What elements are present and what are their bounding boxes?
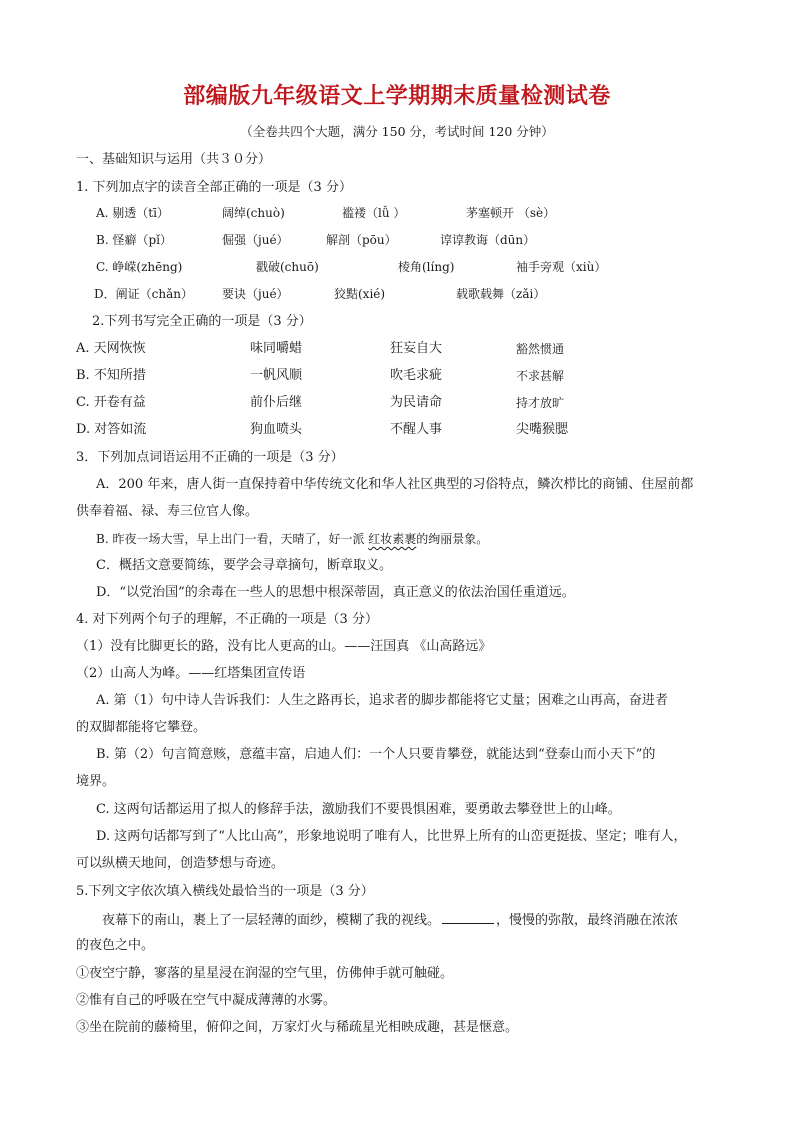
q2-option-c2: 前仆后继: [250, 395, 303, 410]
q4-stem: 4. 对下列两个句子的理解，不正确的一项是（3 分）: [76, 612, 378, 627]
q1-stem: 1. 下列加点字的读音全部正确的一项是（3 分）: [76, 180, 352, 195]
q2-option-b1: B. 不知所措: [76, 368, 146, 383]
q2-option-c1: C. 开卷有益: [76, 395, 146, 410]
q1-option-d4: 载歌载舞（zǎi）: [456, 287, 546, 301]
q1-option-c2: 戳破(chuō): [256, 260, 319, 274]
q5-passage-line2: 的夜色之中。: [76, 938, 155, 953]
q4-option-b-line2: 境界。: [76, 774, 116, 789]
q2-option-a2: 味同嚼蜡: [250, 341, 303, 356]
q1-option-c3: 棱角(líng): [398, 260, 455, 274]
q4-sentence-2: （2）山高人为峰。——红塔集团宣传语: [76, 666, 306, 681]
q1-option-d1: D．阐证（chǎn）: [94, 287, 193, 301]
q2-option-d3: 不醒人事: [390, 422, 443, 437]
q2-option-b3: 吹毛求疵: [390, 368, 443, 383]
q2-option-d4: 尖嘴猴腮: [516, 422, 569, 437]
q2-option-d2: 狗血喷头: [250, 422, 303, 437]
q2-option-b2: 一帆风顺: [250, 368, 303, 383]
q3-option-d: D．“以党治国”的余毒在一些人的思想中根深蒂固，真正意义的依法治国任重道远。: [96, 585, 575, 600]
q1-option-a3: 褴褛（lǚ ）: [342, 206, 406, 220]
q5-option-3: ③坐在院前的藤椅里，俯仰之间，万家灯火与稀疏星光相映成趣，甚是惬意。: [76, 1020, 519, 1035]
q1-option-a4: 茅塞顿开 （sè）: [466, 206, 556, 220]
q1-option-b1: B. 怪癖（pǐ）: [96, 233, 172, 247]
q4-option-c: C. 这两句话都运用了拟人的修辞手法，激励我们不要畏惧困难，要勇敢去攀登世上的山峰。: [96, 802, 621, 817]
q2-option-a1: A. 天网恢恢: [76, 341, 146, 356]
q4-option-a-line1: A. 第（1）句中诗人告诉我们：人生之路再长，追求者的脚步都能将它丈量；困难之山再高，奋进者: [96, 693, 668, 708]
q4-option-a-line2: 的双脚都能将它攀登。: [76, 720, 207, 735]
q5-answer-blank: [442, 912, 494, 924]
q3-option-c: C．概括文意要简练，要学会寻章摘句，断章取义。: [96, 558, 392, 573]
section-heading: 一、基础知识与运用（共３０分）: [76, 152, 272, 167]
q4-option-d-line1: D. 这两句话都写到了“人比山高”，形象地说明了唯有人，比世界上所有的山峦更挺拔、坚定；唯有人，: [96, 829, 687, 844]
q1-option-b4: 谆谆教诲（dūn）: [440, 233, 536, 247]
q5-option-2: ②惟有自己的呼吸在空气中凝成薄薄的水雾。: [76, 993, 337, 1008]
q1-option-b3: 解剖（pōu）: [326, 233, 397, 247]
q1-option-c1: C. 峥嵘(zhēng): [96, 260, 183, 274]
q5-stem: 5.下列文字依次填入横线处最恰当的一项是（3 分）: [76, 884, 374, 899]
q2-option-b4: 不求甚解: [516, 369, 565, 383]
q2-stem: 2.下列书写完全正确的一项是（3 分）: [92, 314, 312, 329]
q3-option-a-line1: A．200 年来，唐人街一直保持着中华传统文化和华人社区典型的习俗特点，鳞次栉比的商铺、住屋前都: [96, 477, 694, 492]
q4-option-d-line2: 可以纵横天地间，创造梦想与奇迹。: [76, 856, 285, 871]
q1-option-d2: 要诀（jué）: [222, 287, 289, 301]
q1-option-a1: A. 剔透（tī）: [96, 206, 169, 220]
page-subtitle: （全卷共四个大题，满分 150 分，考试时间 120 分钟）: [240, 124, 554, 139]
page-title: 部编版九年级语文上学期期末质量检测试卷: [183, 84, 611, 109]
q3-option-b-mark: 红妆素裹: [368, 532, 417, 546]
q4-sentence-1: （1）没有比脚更长的路，没有比人更高的山。——汪国真 《山高路远》: [76, 639, 492, 654]
q2-option-c4: 持才放旷: [516, 396, 565, 410]
q5-passage-post: ，慢慢的弥散，最终消融在浓浓: [496, 913, 679, 928]
q2-option-c3: 为民请命: [390, 395, 443, 410]
q2-option-a4: 豁然惯通: [516, 342, 565, 356]
q2-option-a3: 狂妄自大: [390, 341, 443, 356]
q5-passage-line1: [102, 912, 678, 927]
q3-option-b: [96, 533, 488, 545]
q1-option-a2: 阔绰(chuò): [222, 206, 285, 220]
q1-option-d3: 狡黠(xié): [334, 287, 386, 301]
q1-option-c4: 袖手旁观（xiù）: [516, 260, 607, 274]
q2-option-d1: D. 对答如流: [76, 422, 147, 437]
q3-option-b-post: 的绚丽景象。: [416, 532, 489, 546]
q3-stem: 3．下列加点词语运用不正确的一项是（3 分）: [76, 450, 344, 465]
q5-passage-pre: 夜幕下的南山，裹上了一层轻薄的面纱，模糊了我的视线。: [102, 913, 441, 928]
q4-option-b-line1: B. 第（2）句言简意赅，意蕴丰富，启迪人们：一个人只要肯攀登，就能达到“登泰山而小天下”的: [96, 747, 656, 762]
q3-option-a-line2: 供奉着福、禄、寿三位官人像。: [76, 504, 259, 519]
q3-option-b-pre: B. 昨夜一场大雪，早上出门一看，天晴了，好一派: [96, 532, 369, 546]
q1-option-b2: 倔强（jué）: [222, 233, 289, 247]
q5-option-1: ①夜空宁静，寥落的星星浸在润湿的空气里，仿佛伸手就可触碰。: [76, 966, 454, 981]
